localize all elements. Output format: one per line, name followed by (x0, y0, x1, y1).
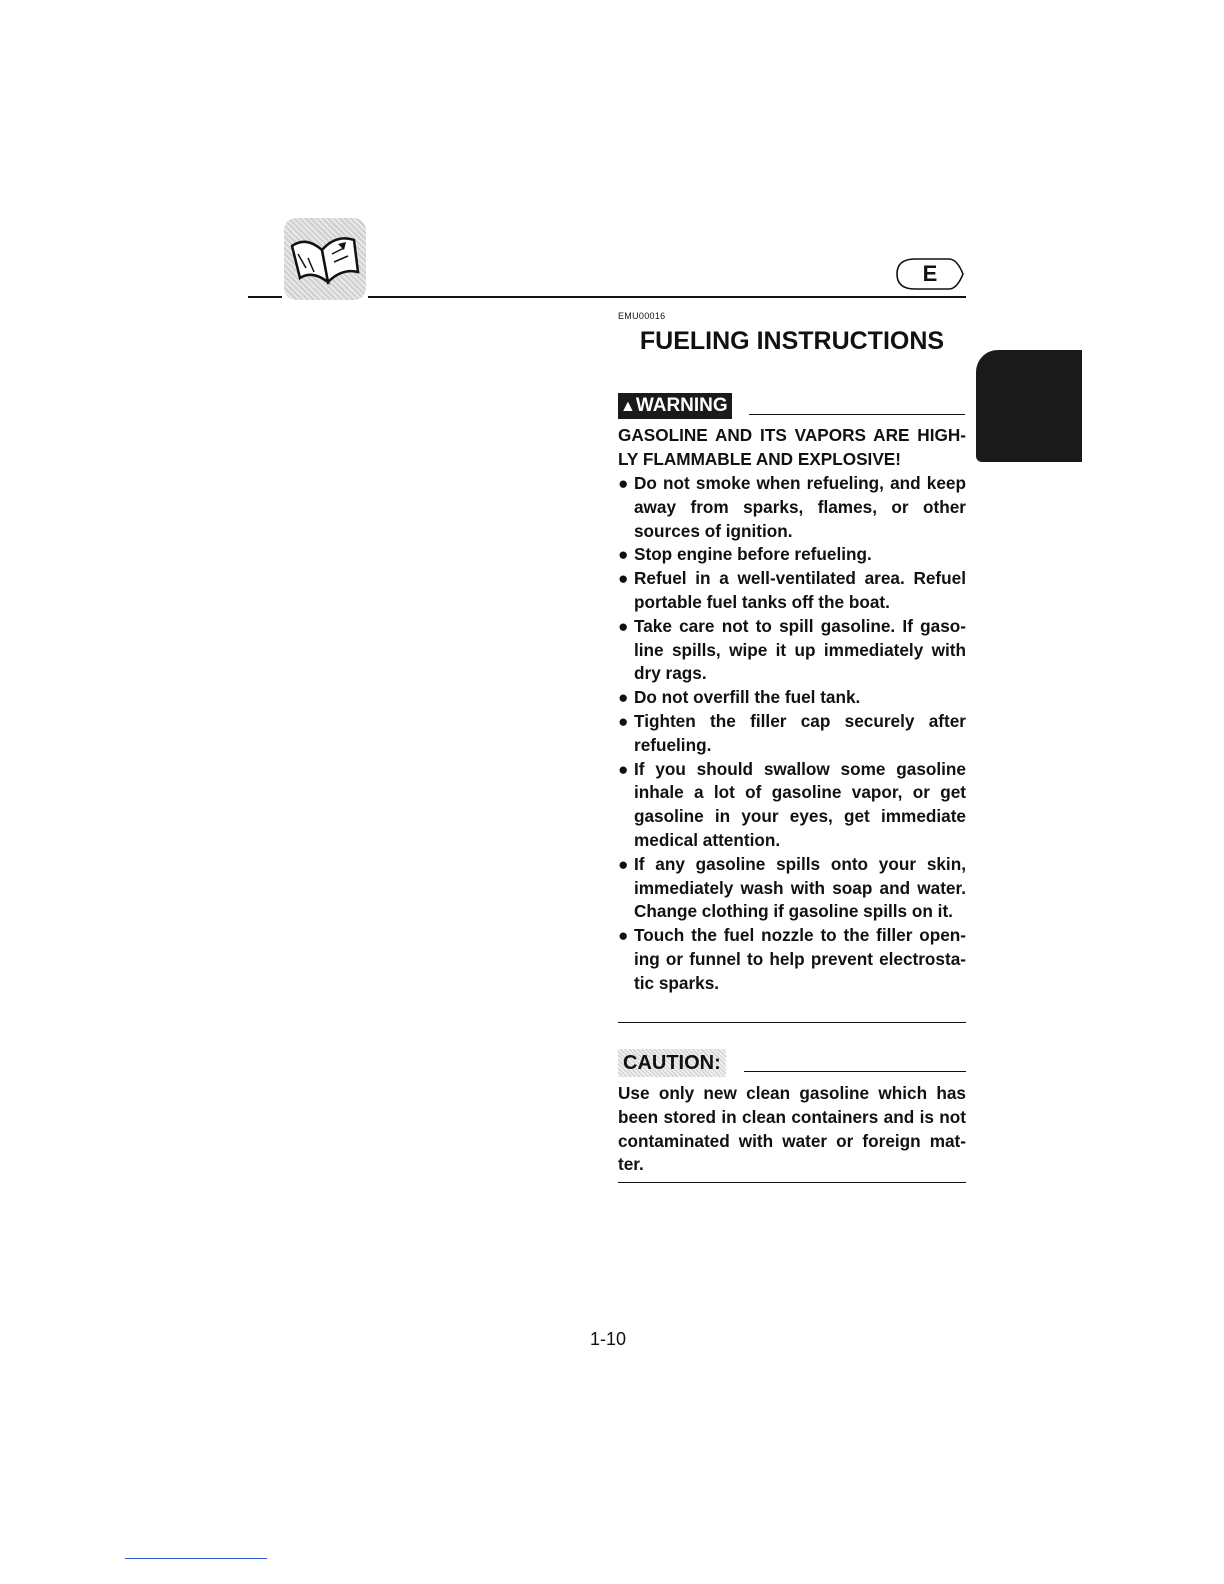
header-rule (368, 296, 966, 298)
caution-text: Use only new clean gasoline which has been stored in clean containers and is not contaminated with water or foreign mat-ter. (618, 1083, 966, 1175)
language-letter: E (922, 261, 938, 286)
caution-end-rule (618, 1182, 966, 1183)
header-rule-left (248, 296, 282, 298)
warning-end-rule (618, 1022, 966, 1023)
list-item: ● Refuel in a well-ventilated area. Refuel portable fuel tanks off the boat. (618, 568, 966, 612)
warning-heading: GASOLINE AND ITS VAPORS ARE HIGH-LY FLAMMABLE AND EXPLOSIVE! (618, 425, 966, 469)
bullet-icon: ● (618, 925, 629, 946)
list-item: ● Take care not to spill gasoline. If gaso-line spills, wipe it up immediately with dry rags. (618, 615, 966, 684)
bullet-icon: ● (618, 758, 629, 779)
warning-list (618, 472, 966, 996)
bullet-icon: ● (618, 544, 629, 565)
warning-rule (749, 414, 965, 415)
bullet-icon: ● (618, 473, 629, 493)
bullet-icon: ● (618, 687, 629, 708)
list-item: ● If any gasoline spills onto your skin, immediately wash with soap and water. Change clothing if gasoline spills on it. (618, 853, 966, 922)
warning-label: ▲WARNING (618, 393, 732, 419)
list-item: ● Do not smoke when refueling, and keep away from sparks, flames, or other sources of ignition. (618, 473, 966, 541)
bullet-icon: ● (618, 853, 629, 874)
list-item: ● Tighten the filler cap securely after refueling. (618, 710, 966, 755)
page-title: FUELING INSTRUCTIONS (639, 327, 945, 355)
caution-rule (744, 1071, 966, 1072)
caution-label: CAUTION: (618, 1049, 726, 1077)
list-item: ● If you should swallow some gasoline inhale a lot of gasoline vapor, or get gasoline in your eyes, get immediate medical attention. (618, 758, 966, 850)
open-book-icon (284, 218, 366, 300)
page-number: 1-10 (589, 1329, 627, 1349)
bullet-icon: ● (618, 615, 629, 636)
language-badge (893, 255, 967, 293)
bullet-icon: ● (618, 710, 629, 731)
warning-triangle-icon: ▲ (620, 398, 636, 415)
list-item: ● Do not overfill the fuel tank. (618, 686, 966, 710)
section-code: EMU00016 (618, 311, 666, 321)
list-item: ● Touch the fuel nozzle to the filler open-ing or funnel to help prevent electrosta-tic sparks. (618, 925, 966, 993)
bullet-icon: ● (618, 568, 629, 589)
list-item: ● Stop engine before refueling. (618, 543, 966, 567)
footnote-line (125, 1558, 267, 1559)
chapter-tab (976, 350, 1082, 462)
